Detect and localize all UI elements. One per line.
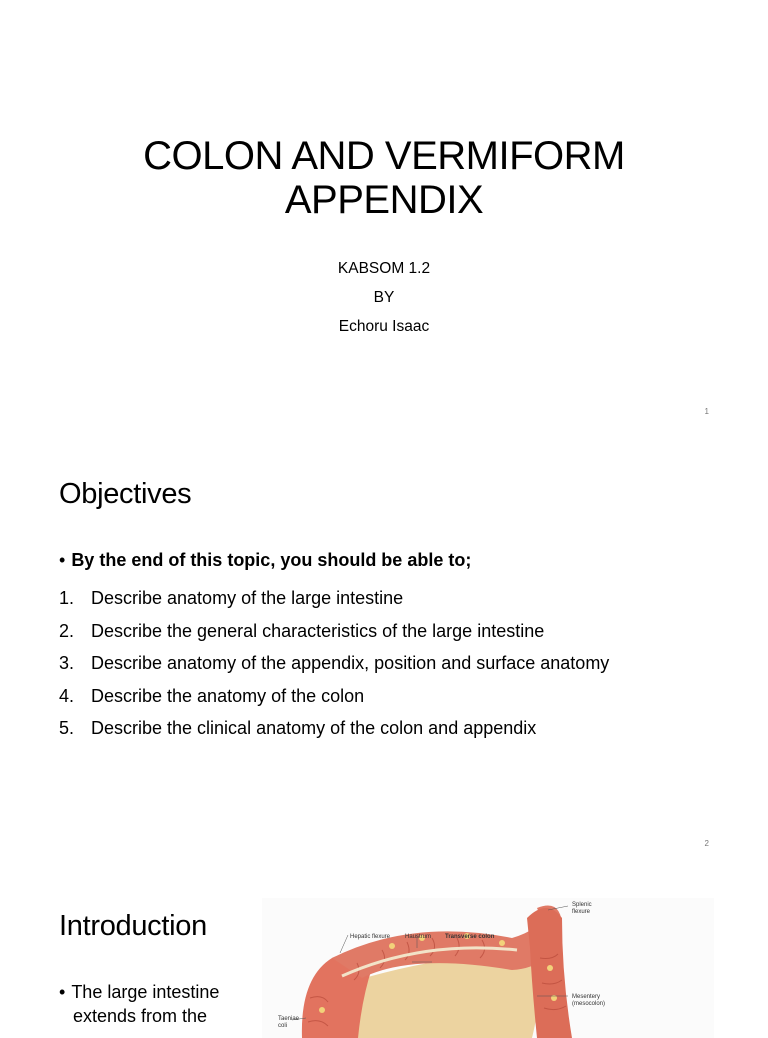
label-hepatic-flexure: Hepatic flexure	[350, 934, 391, 940]
label-mesentery-1: Mesentery	[572, 994, 601, 1000]
colon-illustration	[262, 898, 714, 1038]
label-mesentery-2: (mesocolon)	[572, 1001, 606, 1007]
page-number: 2	[704, 839, 709, 848]
label-splenic-flexure-1: Splenic	[572, 902, 592, 908]
bullet-icon: •	[59, 982, 66, 1002]
author-name: Echoru Isaac	[338, 318, 430, 335]
label-taeniae-1: Taeniae	[278, 1016, 300, 1022]
slide-title-line1: COLON AND VERMIFORM	[143, 134, 625, 178]
list-item: 2. Describe the general characteristics of the large intestine	[59, 620, 545, 641]
list-item: 1. Describe anatomy of the large intestine	[59, 588, 404, 608]
label-transverse-colon: Transverse colon	[445, 934, 495, 940]
objectives-slide	[0, 432, 768, 864]
by-label: BY	[373, 289, 395, 306]
label-taeniae-2: coli	[278, 1023, 288, 1029]
title-slide	[0, 0, 768, 432]
intro-bullet: • The large intestine extends from the	[59, 982, 220, 1026]
objectives-lead-text: By the end of this topic, you should be able to;	[71, 550, 472, 570]
objectives-lead	[59, 550, 471, 571]
page-number: 1	[704, 407, 709, 416]
list-item: 5. Describe the clinical anatomy of the colon and appendix	[59, 718, 537, 738]
course-code: KABSOM 1.2	[337, 260, 431, 277]
introduction-slide	[0, 864, 768, 1029]
slide-title	[0, 134, 768, 222]
slide-heading: Objectives	[59, 478, 192, 510]
slide-heading: Introduction	[59, 910, 207, 942]
bullet-icon: •	[59, 550, 66, 570]
list-item: 3. Describe anatomy of the appendix, position and surface anatomy	[59, 653, 610, 673]
large-intestine-figure	[262, 898, 714, 1038]
label-splenic-flexure-2: flexure	[572, 909, 591, 915]
slide-title-line2: APPENDIX	[284, 178, 484, 222]
label-haustrum: Haustrum	[405, 934, 432, 940]
objectives-list	[59, 582, 609, 745]
slide-subtitle	[0, 254, 768, 341]
list-item: 4. Describe the anatomy of the colon	[59, 685, 365, 706]
